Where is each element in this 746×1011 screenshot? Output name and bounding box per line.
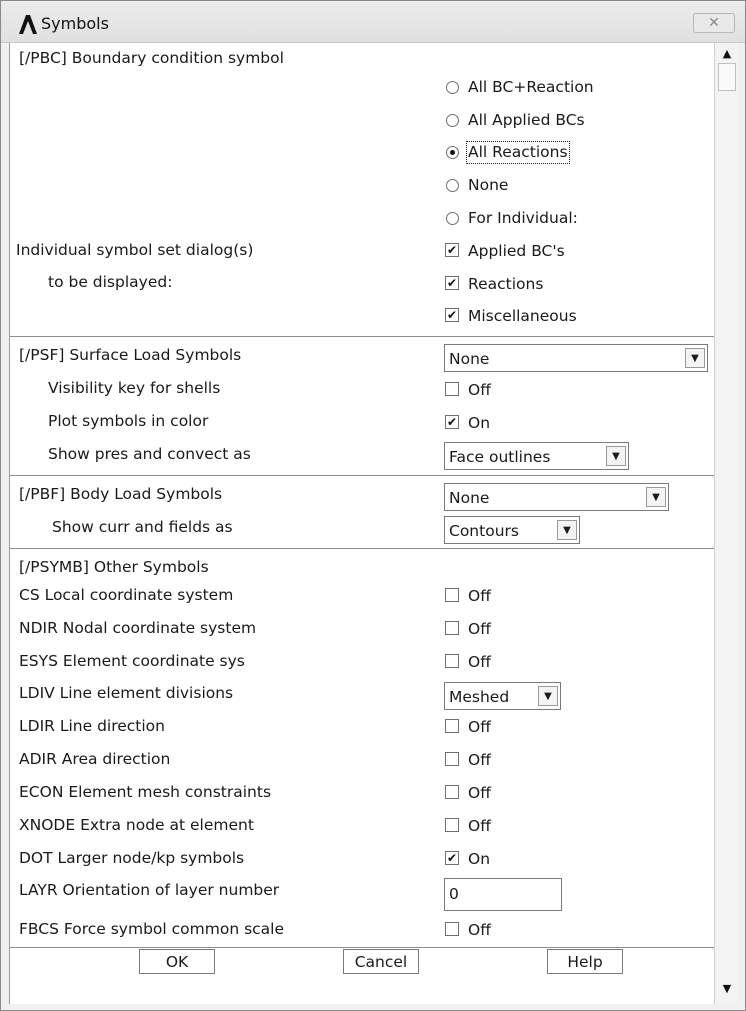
xnode-state: Off [468,817,491,835]
divider [10,548,715,550]
ldiv-value: Meshed [449,688,510,706]
ok-button[interactable] [139,949,215,974]
divider [10,336,715,338]
radio-label-none: None [468,176,509,194]
chevron-down-icon: ▼ [685,348,705,368]
chevron-down-icon: ▼ [538,686,558,706]
cs-state: Off [468,587,491,605]
color-checkbox[interactable] [445,415,459,429]
curr-value: Contours [449,522,519,540]
color-state: On [468,414,491,432]
scroll-up-icon[interactable]: ▲ [722,46,732,60]
radio-label-all-bc-reaction: All BC+Reaction [468,78,594,96]
radio-all-reactions[interactable] [446,146,459,159]
radio-all-applied-bcs[interactable] [446,114,459,127]
layr-label: LAYR Orientation of layer number [19,881,280,899]
vertical-scrollbar[interactable] [714,43,738,1004]
ldiv-label: LDIV Line element divisions [19,684,234,702]
color-label: Plot symbols in color [48,412,209,430]
dot-state: On [468,850,491,868]
ok-label: OK [165,952,189,971]
cs-label: CS Local coordinate system [19,586,234,604]
chevron-down-icon: ▼ [557,520,577,540]
help-button[interactable] [547,949,623,974]
shells-state: Off [468,381,491,399]
surface-load-select[interactable] [444,344,708,372]
checkmark-icon: ✔ [446,851,458,865]
pbf-header: [/PBF] Body Load Symbols [19,485,223,503]
shells-label: Visibility key for shells [48,379,221,397]
esys-checkbox[interactable] [445,654,459,668]
psymb-header: [/PSYMB] Other Symbols [19,558,209,576]
divider [10,475,715,477]
chevron-down-icon: ▼ [606,446,626,466]
radio-all-bc-reaction[interactable] [446,81,459,94]
individual-label: Individual symbol set dialog(s) [16,241,254,259]
cancel-label: Cancel [354,952,408,971]
ldiv-select[interactable] [444,682,561,710]
help-label: Help [567,952,603,971]
xnode-label: XNODE Extra node at element [19,816,254,834]
ldir-checkbox[interactable] [445,719,459,733]
close-button[interactable] [693,13,735,33]
econ-state: Off [468,784,491,802]
body-load-value: None [449,489,490,507]
layr-value: 0 [449,885,459,903]
adir-label: ADIR Area direction [19,750,171,768]
reactions-label: Reactions [468,275,544,293]
close-icon: ✕ [708,15,720,31]
applied-bcs-label: Applied BC's [468,242,565,260]
checkmark-icon: ✔ [446,415,458,429]
pres-select[interactable] [444,442,629,470]
radio-none[interactable] [446,179,459,192]
applied-bcs-checkbox[interactable] [445,243,459,257]
fbcs-checkbox[interactable] [445,922,459,936]
dot-label: DOT Larger node/kp symbols [19,849,245,867]
scroll-down-icon[interactable]: ▼ [722,981,732,995]
econ-label: ECON Element mesh constraints [19,783,272,801]
cs-checkbox[interactable] [445,588,459,602]
xnode-checkbox[interactable] [445,818,459,832]
miscellaneous-label: Miscellaneous [468,307,577,325]
reactions-checkbox[interactable] [445,276,459,290]
title-bar [1,1,745,43]
adir-state: Off [468,751,491,769]
dialog-body [9,43,714,1004]
dot-checkbox[interactable] [445,851,459,865]
psf-header: [/PSF] Surface Load Symbols [19,346,242,364]
body-load-select[interactable] [444,483,669,511]
radio-label-all-applied-bcs: All Applied BCs [468,111,585,129]
curr-select[interactable] [444,516,580,544]
ansys-logo-icon [17,13,39,35]
fbcs-label: FBCS Force symbol common scale [19,920,285,938]
checkmark-icon: ✔ [446,308,458,322]
checkmark-icon: ✔ [446,276,458,290]
ndir-label: NDIR Nodal coordinate system [19,619,257,637]
shells-checkbox[interactable] [445,382,459,396]
esys-state: Off [468,653,491,671]
fbcs-state: Off [468,921,491,939]
pres-label: Show pres and convect as [48,445,251,463]
checkmark-icon: ✔ [446,243,458,257]
individual-label-2: to be displayed: [48,273,173,291]
scroll-thumb[interactable] [718,63,736,91]
window-title: Symbols [41,14,109,33]
econ-checkbox[interactable] [445,785,459,799]
radio-label-for-individual: For Individual: [468,209,578,227]
esys-label: ESYS Element coordinate sys [19,652,245,670]
cancel-button[interactable] [343,949,419,974]
pres-value: Face outlines [449,448,551,466]
curr-label: Show curr and fields as [52,518,233,536]
layr-input[interactable] [444,878,562,911]
ldir-label: LDIR Line direction [19,717,165,735]
radio-for-individual[interactable] [446,212,459,225]
ndir-state: Off [468,620,491,638]
adir-checkbox[interactable] [445,752,459,766]
ndir-checkbox[interactable] [445,621,459,635]
surface-load-value: None [449,350,490,368]
chevron-down-icon: ▼ [646,487,666,507]
pbc-header: [/PBC] Boundary condition symbol [19,49,284,67]
miscellaneous-checkbox[interactable] [445,308,459,322]
ldir-state: Off [468,718,491,736]
radio-label-all-reactions: All Reactions [468,143,568,161]
